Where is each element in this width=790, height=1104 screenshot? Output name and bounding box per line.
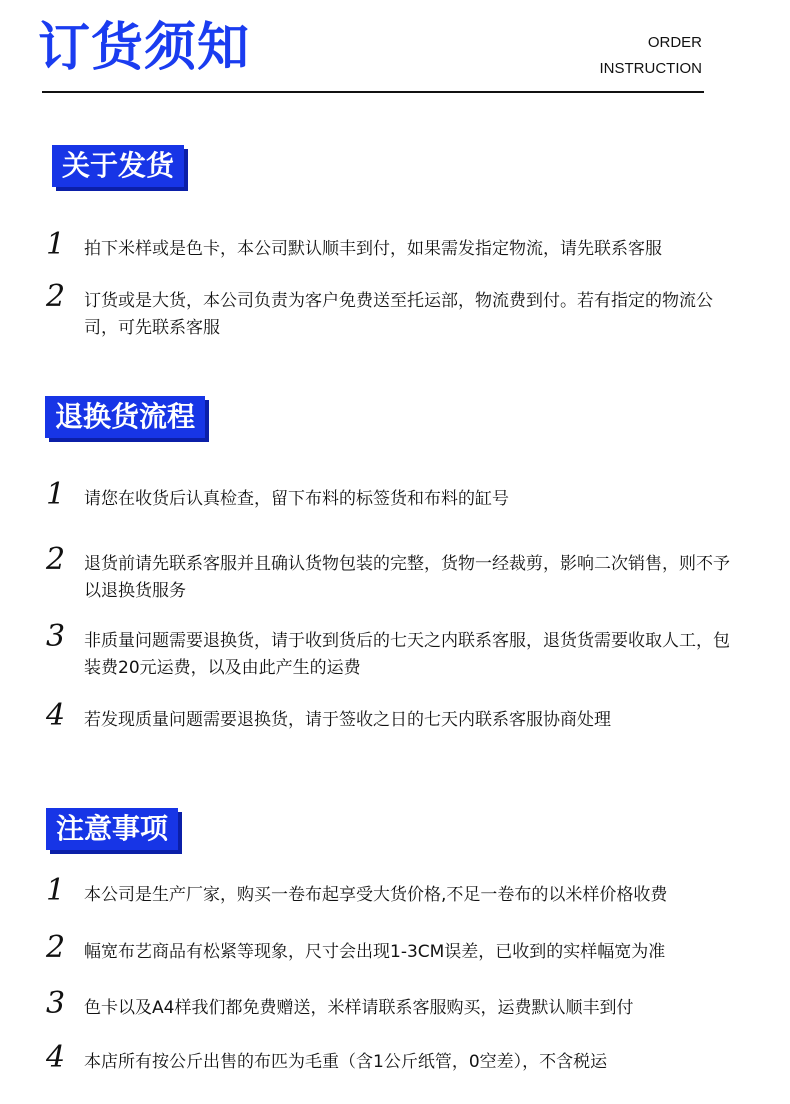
list-item	[46, 279, 746, 342]
subtitle-line-instruction: INSTRUCTION	[599, 60, 702, 77]
header-divider	[42, 91, 704, 93]
item-text: 色卡以及A4样我们都免费赠送，米样请联系客服购买，运费默认顺丰到付	[84, 998, 634, 1018]
item-text: 本公司是生产厂家，购买一卷布起享受大货价格,不足一卷布的以米样价格收费	[84, 885, 668, 905]
list-item	[46, 873, 746, 909]
item-number: 3	[46, 619, 66, 654]
list-item	[46, 986, 746, 1022]
item-number: 1	[46, 477, 66, 512]
item-number: 2	[46, 930, 66, 965]
section-heading-returns: 退换货流程	[45, 396, 205, 438]
section-heading-notes: 注意事项	[46, 808, 178, 850]
item-number: 1	[46, 227, 66, 262]
item-text: 拍下米样或是色卡，本公司默认顺丰到付，如果需发指定物流，请先联系客服	[84, 239, 662, 259]
item-number: 4	[46, 1040, 66, 1075]
item-text: 退货前请先联系客服并且确认货物包装的完整，货物一经裁剪，影响二次销售，则不予以退换货服务	[84, 554, 730, 601]
item-number: 1	[46, 873, 66, 908]
page-title: 订货须知	[38, 18, 251, 78]
list-item	[46, 1040, 746, 1076]
list-item	[46, 227, 746, 263]
page-subtitle	[600, 30, 703, 82]
list-item	[46, 542, 746, 605]
item-text: 非质量问题需要退换货，请于收到货后的七天之内联系客服，退货货需要收取人工，包装费20元运费，以及由此产生的运费	[84, 631, 730, 678]
section-heading-shipping: 关于发货	[52, 145, 184, 187]
item-number: 2	[46, 279, 66, 314]
item-text: 本店所有按公斤出售的布匹为毛重（含1公斤纸管，0空差），不含税运	[84, 1052, 608, 1072]
item-text: 若发现质量问题需要退换货，请于签收之日的七天内联系客服协商处理	[84, 710, 611, 730]
list-item	[46, 477, 746, 513]
item-text: 订货或是大货，本公司负责为客户免费送至托运部，物流费到付。若有指定的物流公司，可先联系客服	[84, 291, 713, 338]
list-item	[46, 619, 746, 682]
subtitle-line-order: ORDER	[647, 34, 702, 51]
list-item	[46, 698, 746, 734]
item-text: 请您在收货后认真检查，留下布料的标签货和布料的缸号	[84, 489, 509, 509]
item-number: 3	[46, 986, 66, 1021]
item-text: 幅宽布艺商品有松紧等现象，尺寸会出现1-3CM误差，已收到的实样幅宽为准	[84, 942, 666, 962]
item-number: 2	[46, 542, 66, 577]
list-item	[46, 930, 746, 966]
item-number: 4	[46, 698, 66, 733]
